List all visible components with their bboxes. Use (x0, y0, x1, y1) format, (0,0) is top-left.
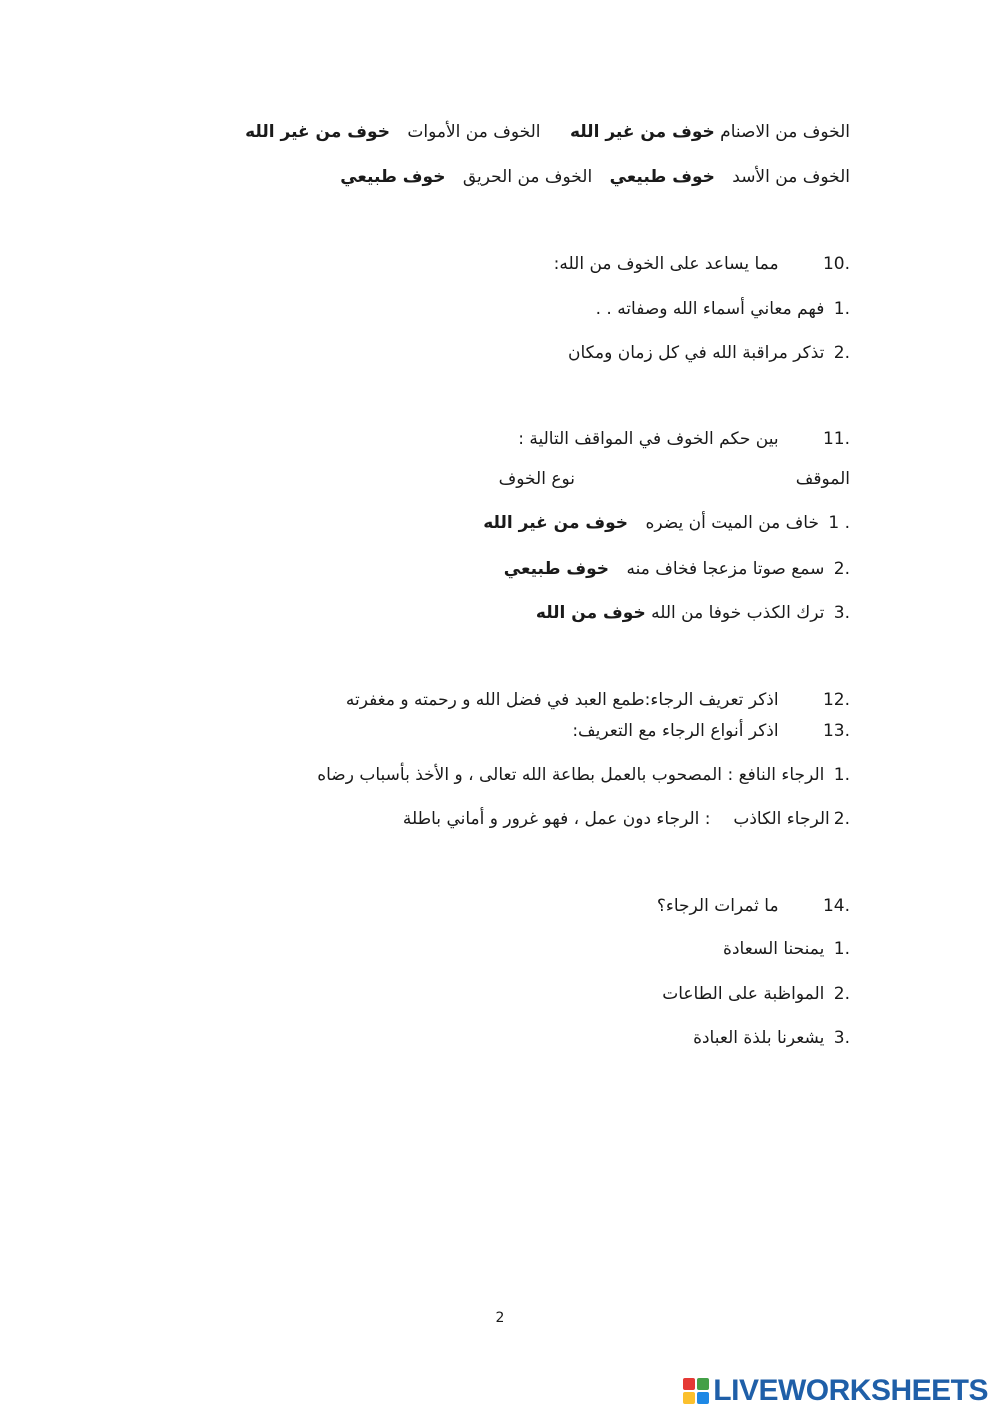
item-text: المصحوب بالعمل بطاعة الله تعالى ، و الأخذ بأسباب رضاه (317, 765, 723, 785)
list-item (723, 936, 850, 962)
item-number: 3. (833, 603, 850, 623)
item-text: فهم معاني أسماء الله وصفاته . . (595, 299, 825, 319)
list-item (693, 1025, 850, 1051)
question-number: 10. (822, 254, 850, 274)
question-number: 11. (822, 429, 850, 449)
item-number: 2. (833, 984, 850, 1004)
situation-text: الخوف من الأسد (732, 167, 850, 187)
item-number: 1. (833, 939, 850, 959)
question-12 (346, 687, 850, 713)
question-text: اذكر أنواع الرجاء مع التعريف: (572, 721, 779, 741)
answer-text: خوف طبيعي (340, 167, 446, 187)
item-label: الرجاء الكاذب (733, 809, 830, 829)
column-header-situation: الموقف (795, 469, 850, 489)
logo-square (697, 1392, 709, 1404)
question-text: ما ثمرات الرجاء؟ (656, 896, 779, 916)
answer-text: خوف من الله (535, 603, 646, 623)
list-item (536, 600, 850, 626)
logo-square (683, 1378, 695, 1390)
list-item: 1. الرجاء النافع : المصحوب بالعمل بطاعة الله تعالى ، و الأخذ بأسباب رضاه (317, 762, 850, 788)
answer-text: خوف طبيعي (503, 559, 610, 579)
item-text: المواظبة على الطاعات (662, 984, 825, 1004)
item-text: خاف من الميت أن يضره (645, 513, 819, 533)
item-text: تذكر مراقبة الله في كل زمان ومكان (567, 343, 825, 363)
item-number: 2. (833, 559, 850, 579)
question-number: 12. (822, 690, 850, 710)
answer-text: خوف من غير الله (483, 513, 629, 533)
question-10 (554, 251, 850, 277)
logo-mark-icon (683, 1378, 709, 1404)
question-text: اذكر تعريف الرجاء: (644, 690, 779, 710)
item-number: 1. (833, 765, 850, 785)
logo-square (697, 1378, 709, 1390)
item-text: الرجاء دون عمل ، فهو غرور و أماني باطلة (402, 809, 700, 829)
list-item (504, 556, 850, 582)
question-14 (657, 893, 850, 919)
page-number: 2 (495, 1310, 505, 1326)
question-text: مما يساعد على الخوف من الله: (553, 254, 779, 274)
item-number: 1 . (828, 513, 850, 533)
logo-square (683, 1392, 695, 1404)
item-text: يمنحنا السعادة (723, 939, 825, 959)
column-header-fear-type: نوع الخوف (498, 469, 575, 489)
item-number: 2. (833, 809, 850, 829)
situation-text: الخوف من الأموات (407, 122, 541, 142)
question-number: 13. (822, 721, 850, 741)
item-text: سمع صوتا مزعجا فخاف منه (626, 559, 825, 579)
question-13 (572, 718, 850, 744)
answer-text: خوف من غير الله (569, 122, 715, 142)
item-number: 2. (833, 343, 850, 363)
item-text: ترك الكذب خوفا من الله (651, 603, 825, 623)
list-item (596, 296, 850, 322)
list-item (662, 981, 850, 1007)
situation-text: الخوف من الحريق (462, 167, 593, 187)
question-number: 14. (822, 896, 850, 916)
answer-text: طمع العبد في فضل الله و رحمته و مغفرته (345, 690, 645, 710)
answer-text: خوف من غير الله (245, 122, 390, 142)
item-text: يشعرنا بلذة العبادة (693, 1028, 825, 1048)
question-text: بين حكم الخوف في المواقف التالية : (518, 429, 779, 449)
item-number: 1. (833, 299, 850, 319)
answer-text: خوف طبيعي (609, 167, 715, 187)
list-item: 2.الرجاء الكاذب : الرجاء دون عمل ، فهو غرور و أماني باطلة (403, 806, 850, 832)
fear-examples-line-2 (340, 164, 850, 190)
item-label: الرجاء النافع (738, 765, 825, 785)
brand-name: LIVEWORKSHEETS (713, 1374, 988, 1407)
question-11 (518, 426, 850, 452)
list-item (568, 340, 850, 366)
liveworksheets-logo[interactable] (683, 1374, 988, 1408)
fear-examples-line-1 (245, 119, 850, 145)
situation-text: الخوف من الاصنام (720, 122, 850, 142)
item-number: 3. (833, 1028, 850, 1048)
list-item (483, 510, 850, 536)
